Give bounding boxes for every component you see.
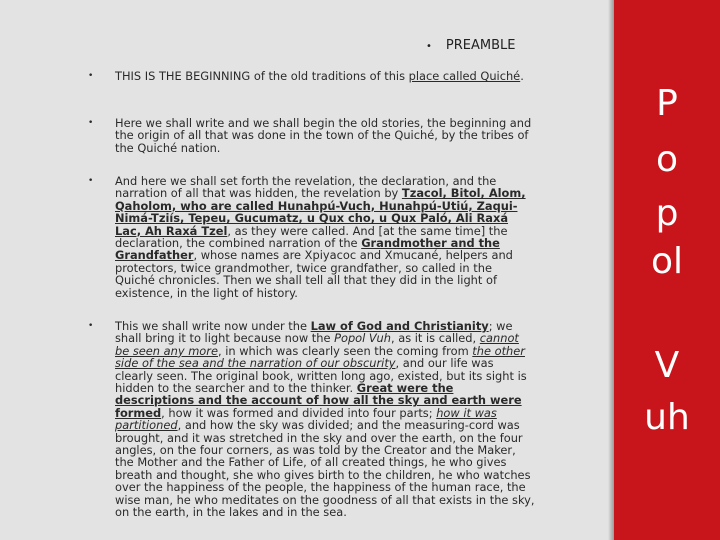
bullet-mark: • (88, 71, 94, 81)
heading-bullet: • (426, 41, 432, 52)
heading (426, 38, 515, 53)
bullet-text (115, 320, 535, 519)
bullet-text (115, 70, 535, 82)
bullet-segment: ; we shall bring it to light because now the (115, 319, 513, 346)
bullet-segment: place called Quiché (408, 69, 521, 83)
bullet-segment: Tzacol, Bitol, Alom, Qaholom, who are called Hunahpú-Vuch, Hunahpú-Utiú, Zaqui-Nimá-Tziís, Tepeu, Gucumatz, u Qux cho, u Qux Paló, Ali Raxá Lac, Ah Raxá Tzel (115, 186, 526, 238)
bullet-segment: how it was partitioned (115, 405, 497, 433)
bullet-mark: • (88, 176, 94, 186)
bullet-segment: , whose names are Xpiyacoc and Xmucané, helpers and protectors, twice grandmother, twice grandfather, so called in the Quiché chronicles. Then we shall tell all that they did in the light of existence, in the light of history. (115, 248, 513, 300)
bullet-segment: , and how the sky was divided; and the measuring-cord was brought, and it was stretched in the sky and over the earth, on the four angles, on the four corners, as was told by the Creator and the Maker, the Mother and the Father of Life, of all created things, he who gives breath and thought, she who gives birth to the children, he who watches over the happiness of the people, the happiness of the human race, the wise man, he who meditates on the goodness of all that exists in the sky, on the earth, in the lakes and in the sea. (115, 418, 535, 520)
bullet-segment: Grandmother and the Grandfather (115, 236, 500, 263)
bullet-text (115, 117, 535, 154)
bullet-item (88, 117, 535, 154)
bullet-segment: Popol Vuh (334, 331, 391, 346)
heading-text: PREAMBLE (445, 38, 516, 53)
bullet-item (88, 320, 535, 519)
side-title-line: o (655, 139, 679, 180)
bullet-item (88, 175, 535, 299)
side-title-line: ol (650, 241, 684, 282)
bullet-segment: And here we shall set forth the revelation, the declaration, and the narration of all that was hidden, the revelation by (115, 174, 497, 201)
bullet-text (115, 175, 535, 299)
bullet-segment: . (520, 69, 524, 83)
bullet-segment: , as it is called, (390, 331, 480, 346)
bullet-segment: , as they were called. And [at the same time] the declaration, the combined narration of the (115, 223, 508, 251)
side-title-line: P (656, 83, 678, 124)
bullet-segment: Law of God and Christianity (310, 319, 489, 333)
bullet-item (88, 70, 535, 82)
bullet-segment: Here we shall write and we shall begin the old stories, the beginning and the origin of all that was done in the town of the Quiché, by the tribes of the Quiché nation. (115, 116, 532, 155)
bullet-segment: cannot be seen any more (115, 331, 519, 358)
bullet-mark: • (88, 118, 94, 128)
bullet-segment: Great were the descriptions and the account of how all the sky and earth were formed (115, 381, 522, 420)
bullet-segment: , how it was formed and divided into four parts; (161, 405, 437, 420)
bullet-segment: THIS IS THE BEGINNING of the old traditions of this (115, 69, 409, 83)
bullet-mark: • (88, 321, 94, 331)
bullet-segment: , and our life was clearly seen. The original book, written long ago, existed, but its sight is hidden to the searcher and to the thinker. (115, 356, 527, 396)
side-title-line: uh (644, 397, 690, 438)
bullet-segment: This we shall write now under the (115, 319, 311, 333)
side-title-line: p (655, 193, 679, 234)
bullet-segment: , in which was clearly seen the coming from (217, 343, 473, 358)
side-title-line: V (654, 345, 680, 386)
bullet-segment: the other side of the sea and the narration of our obscurity (115, 343, 525, 371)
